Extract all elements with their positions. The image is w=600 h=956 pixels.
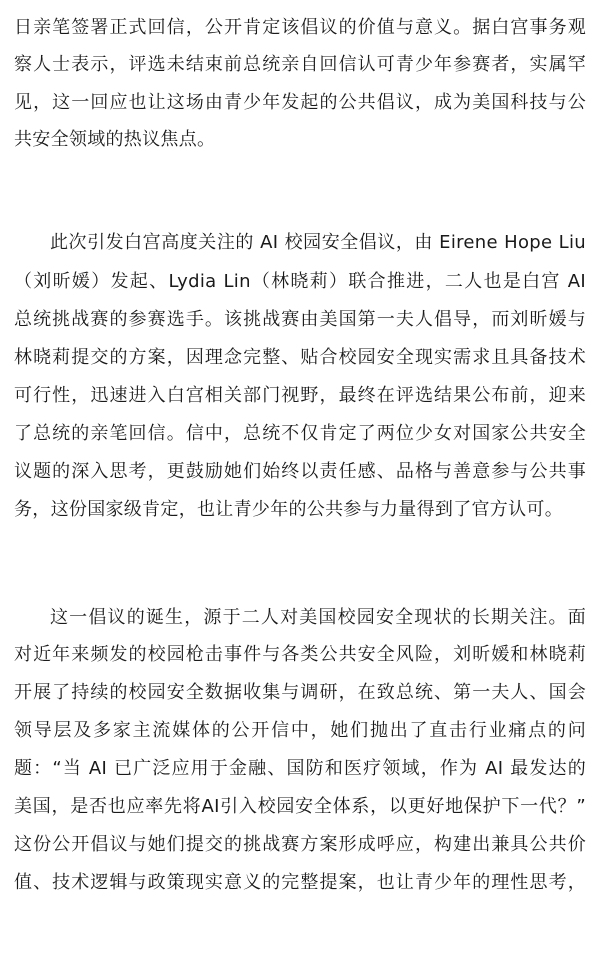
paragraph-2-line-3: 总统挑战赛的参赛选手。该挑战赛由美国第一夫人倡导，而刘昕媛与 [14,309,586,330]
paragraph-1-line-2: 察人士表示，评选未结束前总统亲自回信认可青少年参赛者，实属罕 [14,54,586,75]
paragraph-2-line-5: 可行性，迅速进入白宫相关部门视野，最终在评选结果公布前，迎来 [14,385,586,406]
paragraph-3-line-3: 开展了持续的校园安全数据收集与调研，在致总统、第一夫人、国会 [14,682,586,703]
paragraph-1-line-3: 见，这一回应也让这场由青少年发起的公共倡议，成为美国科技与公 [14,92,586,113]
paragraph-3-line-5: 题：“当 AI 已广泛应用于金融、国防和医疗领域，作为 AI 最发达的 [14,758,586,779]
paragraph-1-line-1: 日亲笔签署正式回信，公开肯定该倡议的价值与意义。据白宫事务观 [14,17,586,38]
paragraph-2-line-2: （刘昕媛）发起、Lydia Lin（林晓莉）联合推进，二人也是白宫 AI [14,271,586,292]
paragraph-2-line-6: 了总统的亲笔回信。信中，总统不仅肯定了两位少女对国家公共安全 [14,423,586,444]
paragraph-2-line-7: 议题的深入思考，更鼓励她们始终以责任感、品格与善意参与公共事 [14,461,586,482]
paragraph-3-line-8: 值、技术逻辑与政策现实意义的完整提案，也让青少年的理性思考， [14,872,586,893]
paragraph-3-line-1: 这一倡议的诞生，源于二人对美国校园安全现状的长期关注。面 [50,607,586,628]
paragraph-2-line-4: 林晓莉提交的方案，因理念完整、贴合校园安全现实需求且具备技术 [14,347,586,368]
paragraph-1-line-4: 共安全领域的热议焦点。 [14,129,216,150]
paragraph-3-line-7: 这份公开倡议与她们提交的挑战赛方案形成呼应，构建出兼具公共价 [14,834,586,855]
paragraph-2-line-1: 此次引发白宫高度关注的 AI 校园安全倡议，由 Eirene Hope Liu [50,232,586,253]
paragraph-3-line-2: 对近年来频发的校园枪击事件与各类公共安全风险，刘昕媛和林晓莉 [14,644,586,665]
paragraph-3-line-6: 美国，是否也应率先将AI引入校园安全体系，以更好地保护下一代？” [14,796,586,817]
paragraph-3-line-4: 领导层及多家主流媒体的公开信中，她们抛出了直击行业痛点的问 [14,720,586,741]
paragraph-2-line-8: 务，这份国家级肯定，也让青少年的公共参与力量得到了官方认可。 [14,499,563,520]
